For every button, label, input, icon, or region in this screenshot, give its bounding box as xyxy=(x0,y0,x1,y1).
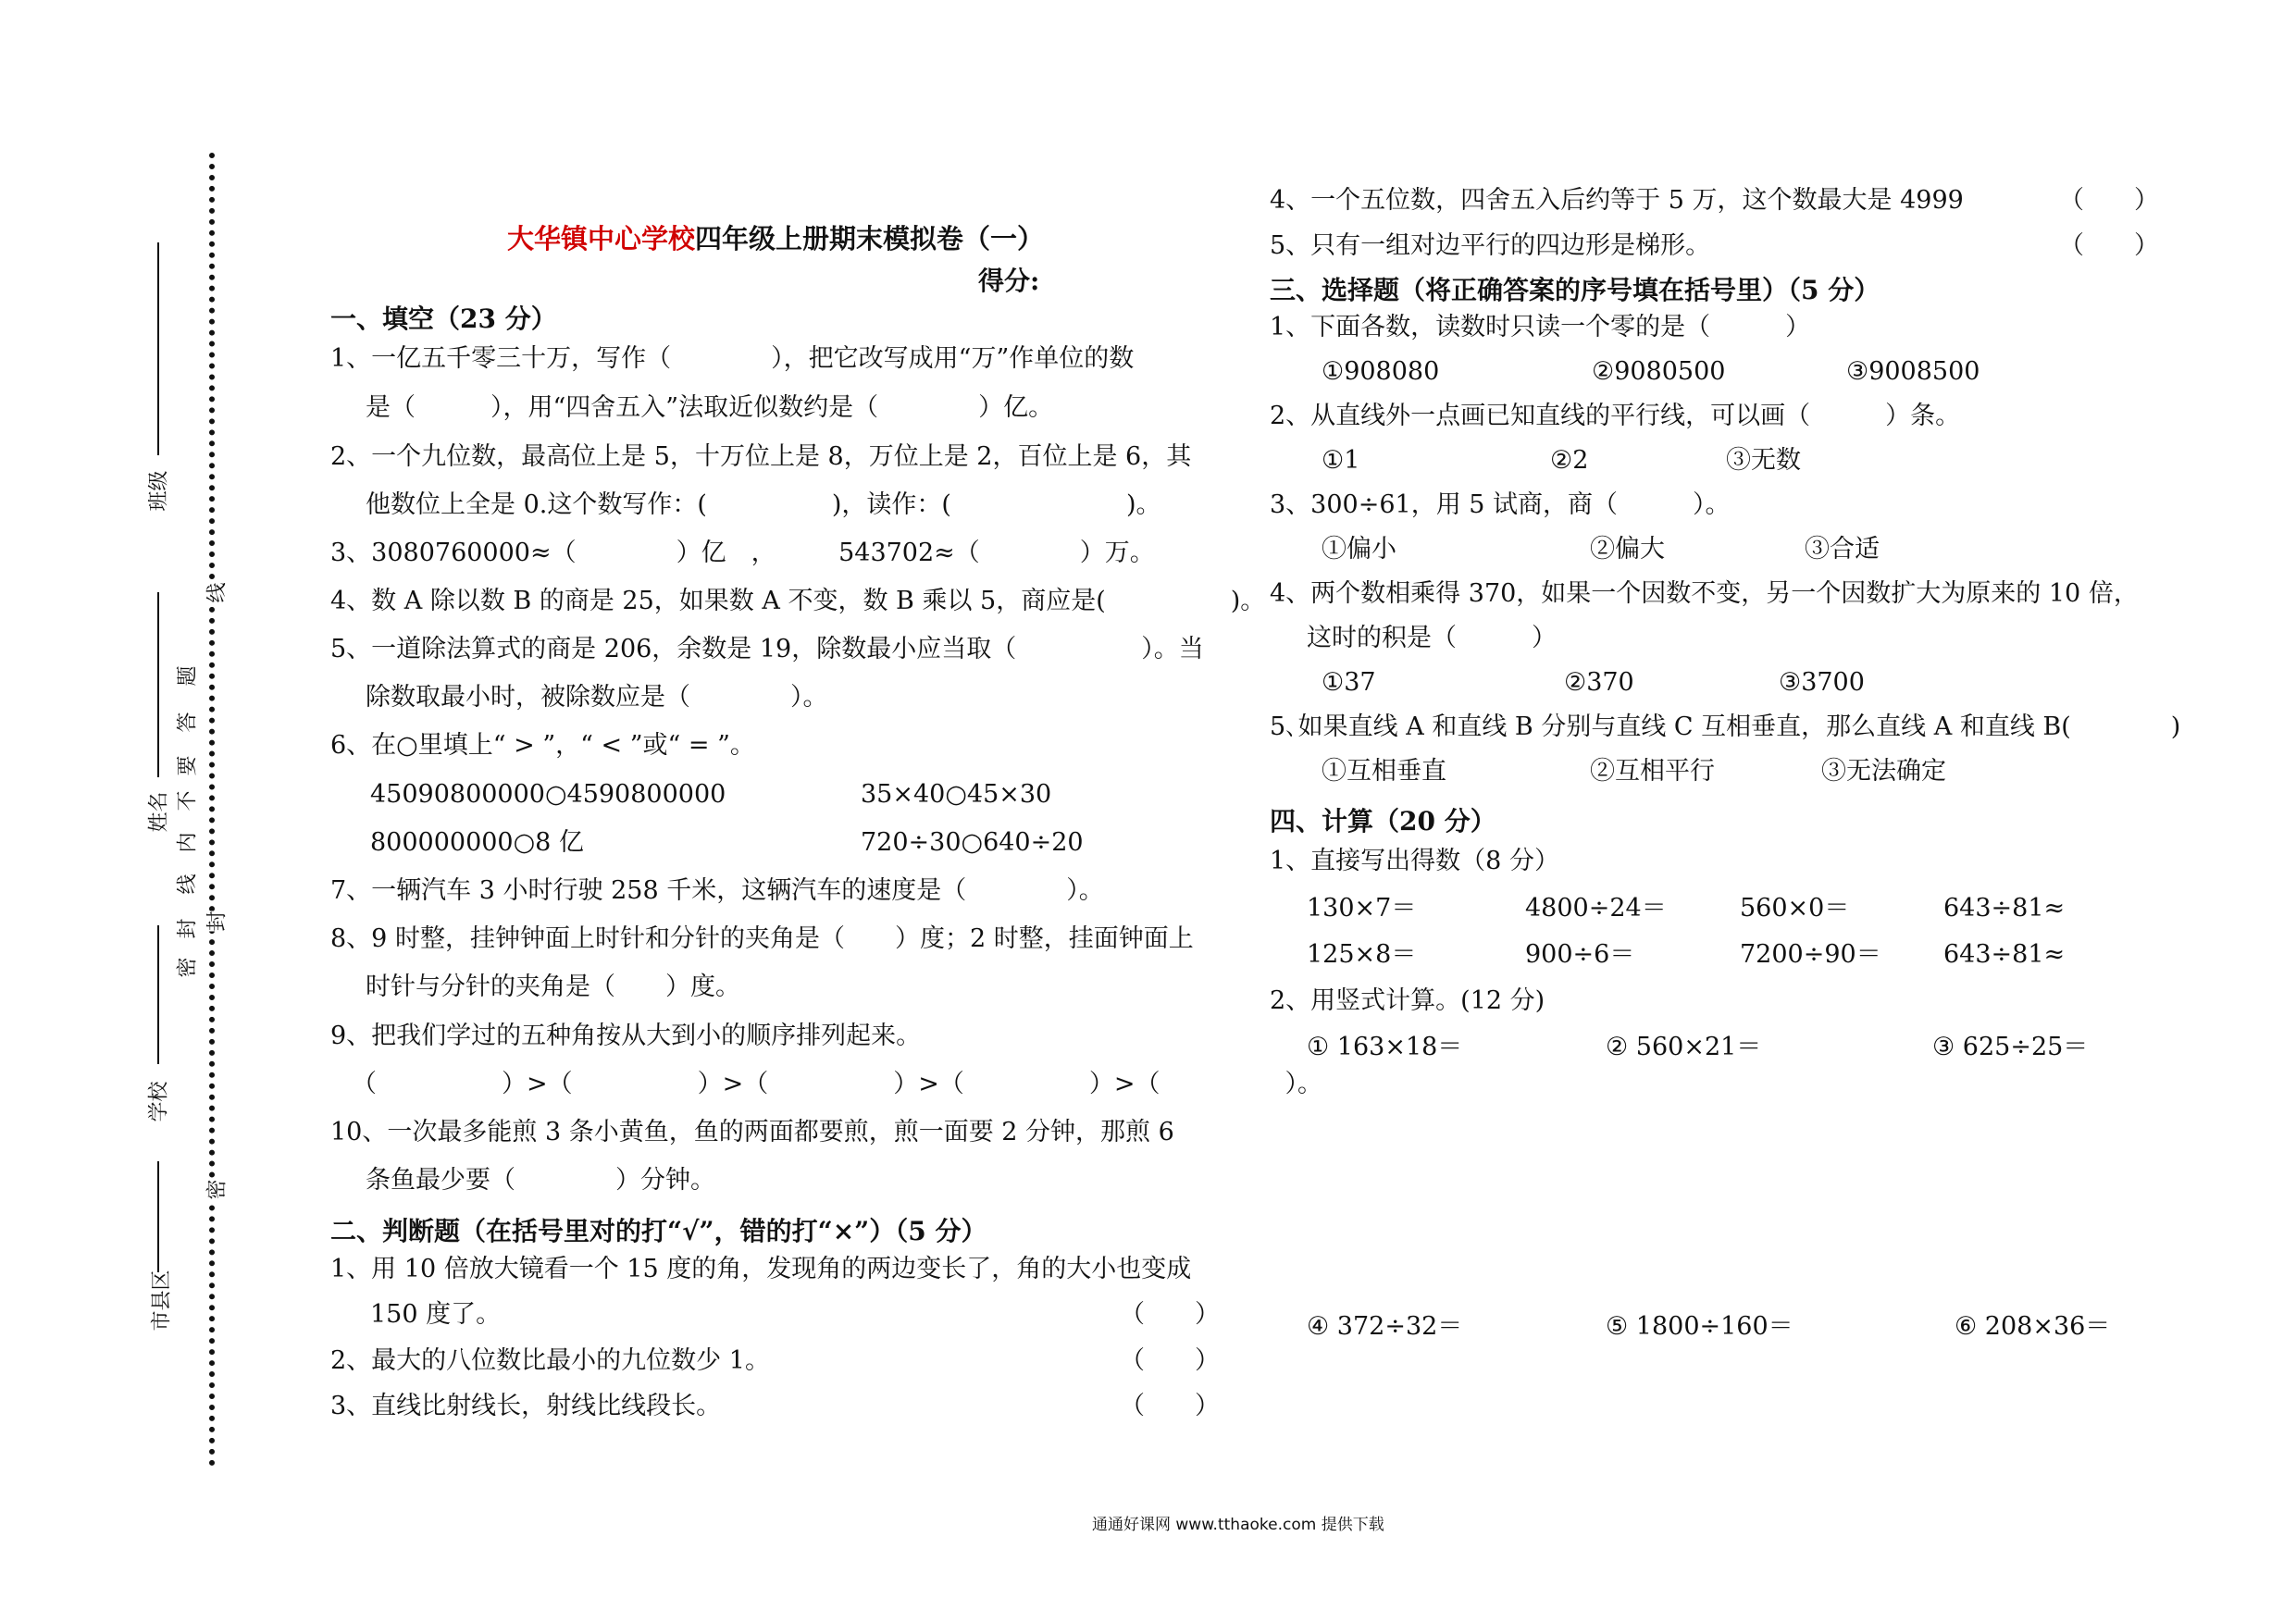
compare-item: 720÷30○640÷20 xyxy=(861,828,1084,857)
choice-question: 1、下面各数，读数时只读一个零的是（ ） xyxy=(1270,313,1811,341)
choice-option: ①互相垂直 xyxy=(1322,757,1446,786)
choice-option: ②偏大 xyxy=(1590,535,1665,564)
question-line: 6、在○里填上“ > ”，“ < ”或“ = ”。 xyxy=(330,731,755,760)
judge-line: 2、最大的八位数比最小的九位数少 1。 xyxy=(330,1346,770,1375)
calc-item: 643÷81≈ xyxy=(1943,940,2066,969)
question-line: 1、一亿五千零三十万，写作（ ），把它改写成用“万”作单位的数 xyxy=(330,344,1135,373)
question-line: 5、一道除法算式的商是 206，余数是 19，除数最小应当取（ ）。当 xyxy=(330,635,1204,663)
calc-item: 125×8＝ xyxy=(1307,940,1417,969)
score-label: 得分: xyxy=(978,266,1040,296)
judge-line: 150 度了。 xyxy=(370,1300,502,1329)
choice-option: ①37 xyxy=(1322,668,1376,697)
choice-option: ③无法确定 xyxy=(1821,757,1946,786)
label-name: 姓名 xyxy=(147,791,171,833)
judge-line: 4、一个五位数，四舍五入后约等于 5 万，这个数最大是 4999 xyxy=(1270,186,1964,215)
choice-option: ①偏小 xyxy=(1322,535,1396,564)
choice-question: 2、从直线外一点画已知直线的平行线，可以画（ ）条。 xyxy=(1270,402,1961,430)
section-4-heading: 四、计算（20 分） xyxy=(1270,806,1496,836)
vertical-calc-item: ② 560×21＝ xyxy=(1606,1033,1762,1061)
seal-char: 题 xyxy=(176,665,200,687)
seal-char: 不 xyxy=(176,790,200,812)
question-line: 8、9 时整，挂钟钟面上时针和分针的夹角是（ ）度；2 时整，挂面钟面上 xyxy=(330,924,1194,953)
choice-option: ①1 xyxy=(1322,446,1360,475)
section-3-heading: 三、选择题（将正确答案的序号填在括号里）（5 分） xyxy=(1270,275,1880,305)
section-1-heading: 一、填空（23 分） xyxy=(330,304,557,334)
choice-option: ①908080 xyxy=(1322,357,1440,386)
seal-char: 要 xyxy=(176,755,200,776)
judge-line: 5、只有一组对边平行的四边形是梯形。 xyxy=(1270,231,1711,260)
vertical-calc-item: ④ 372÷32＝ xyxy=(1307,1312,1463,1341)
vertical-calc-item: ① 163×18＝ xyxy=(1307,1033,1463,1061)
seal-char: 封 xyxy=(176,918,200,939)
choice-option: ②互相平行 xyxy=(1590,757,1715,786)
footer-credit: 通通好课网 www.tthaoke.com 提供下载 xyxy=(1092,1516,1384,1534)
question-line: 7、一辆汽车 3 小时行驶 258 千米，这辆汽车的速度是（ ）。 xyxy=(330,876,1104,905)
vertical-calc-item: ③ 625÷25＝ xyxy=(1932,1033,2089,1061)
question-line: 除数取最小时，被除数应是（ ）。 xyxy=(366,683,828,712)
answer-paren: （ ） xyxy=(1120,1392,1220,1420)
question-line: 条鱼最少要（ ）分钟。 xyxy=(366,1166,715,1195)
label-school: 学校 xyxy=(147,1081,171,1122)
answer-paren: （ ） xyxy=(1120,1300,1220,1329)
label-county: 市县区 xyxy=(150,1270,174,1332)
question-line: （ ）>（ ）>（ ）>（ ）>（ ）。 xyxy=(352,1070,1322,1098)
vertical-calc-item: ⑥ 208×36＝ xyxy=(1955,1312,2111,1341)
calc-subheading: 1、直接写出得数（8 分） xyxy=(1270,847,1559,875)
section-2-heading: 二、判断题（在括号里对的打“√”，错的打“×”）（5 分） xyxy=(330,1216,987,1246)
seal-char: 内 xyxy=(176,832,200,853)
question-line: 4、数 A 除以数 B 的商是 25，如果数 A 不变，数 B 乘以 5，商应是( )。 xyxy=(330,587,1266,615)
choice-option: ③无数 xyxy=(1726,446,1801,475)
calc-item: 130×7＝ xyxy=(1307,894,1417,923)
compare-item: 800000000○8 亿 xyxy=(370,828,584,857)
seal-outer-char: 线 xyxy=(202,582,230,602)
choice-option: ②9080500 xyxy=(1592,357,1726,386)
seal-outer-char: 封 xyxy=(202,911,230,931)
seal-outer-char: 密 xyxy=(202,1179,230,1199)
question-line: 9、把我们学过的五种角按从大到小的顺序排列起来。 xyxy=(330,1022,922,1050)
choice-question: 3、300÷61，用 5 试商，商（ ）。 xyxy=(1270,490,1731,519)
calc-item: 7200÷90＝ xyxy=(1740,940,1881,969)
judge-line: 3、直线比射线长，射线比线段长。 xyxy=(330,1392,722,1420)
choice-option: ③合适 xyxy=(1805,535,1880,564)
calc-item: 4800÷24＝ xyxy=(1525,894,1667,923)
label-class: 班级 xyxy=(147,470,171,512)
page-title xyxy=(507,218,1044,256)
choice-option: ③9008500 xyxy=(1846,357,1980,386)
choice-question: 4、两个数相乘得 370，如果一个因数不变，另一个因数扩大为原来的 10 倍， xyxy=(1270,579,2139,608)
calc-subheading: 2、用竖式计算。(12 分) xyxy=(1270,986,1545,1015)
choice-option: ③3700 xyxy=(1779,668,1865,697)
answer-paren: （ ） xyxy=(2059,186,2159,215)
calc-item: 643÷81≈ xyxy=(1943,894,2066,923)
choice-option: ②370 xyxy=(1564,668,1634,697)
blank-school xyxy=(157,925,159,1064)
seal-char: 密 xyxy=(176,957,200,978)
choice-option: ②2 xyxy=(1550,446,1589,475)
dotted-line-outer xyxy=(209,153,215,1467)
exam-name: 四年级上册期末模拟卷（一） xyxy=(695,223,1045,254)
vertical-calc-item: ⑤ 1800÷160＝ xyxy=(1606,1312,1793,1341)
question-line: 2、一个九位数，最高位上是 5，十万位上是 8，万位上是 2，百位上是 6，其 xyxy=(330,442,1192,471)
calc-item: 900÷6＝ xyxy=(1525,940,1635,969)
question-line: 10、一次最多能煎 3 条小黄鱼，鱼的两面都要煎，煎一面要 2 分钟，那煎 6 xyxy=(330,1118,1174,1146)
compare-item: 45090800000○4590800000 xyxy=(370,780,726,809)
seal-char: 答 xyxy=(176,712,200,733)
question-line: 时针与分针的夹角是（ ）度。 xyxy=(366,973,740,1001)
question-line: 是（ ），用“四舍五入”法取近似数约是（ ）亿。 xyxy=(366,393,1054,422)
question-line: 3、3080760000≈（ ）亿 ， 543702≈（ ）万。 xyxy=(330,539,1155,567)
choice-question: 这时的积是（ ） xyxy=(1307,624,1557,652)
question-line: 他数位上全是 0.这个数写作：( )，读作：( )。 xyxy=(366,490,1161,519)
compare-item: 35×40○45×30 xyxy=(861,780,1052,809)
choice-question: 5､如果直线 A 和直线 B 分别与直线 C 互相垂直，那么直线 A 和直线 B( ) xyxy=(1270,712,2181,741)
answer-paren: （ ） xyxy=(1120,1346,1220,1375)
blank-county xyxy=(157,1161,159,1272)
calc-item: 560×0＝ xyxy=(1740,894,1850,923)
answer-paren: （ ） xyxy=(2059,231,2159,260)
seal-char: 线 xyxy=(176,873,200,895)
school-name: 大华镇中心学校 xyxy=(507,223,696,254)
blank-name xyxy=(157,592,159,777)
judge-line: 1、用 10 倍放大镜看一个 15 度的角，发现角的两边变长了，角的大小也变成 xyxy=(330,1255,1192,1283)
blank-class xyxy=(157,242,159,455)
